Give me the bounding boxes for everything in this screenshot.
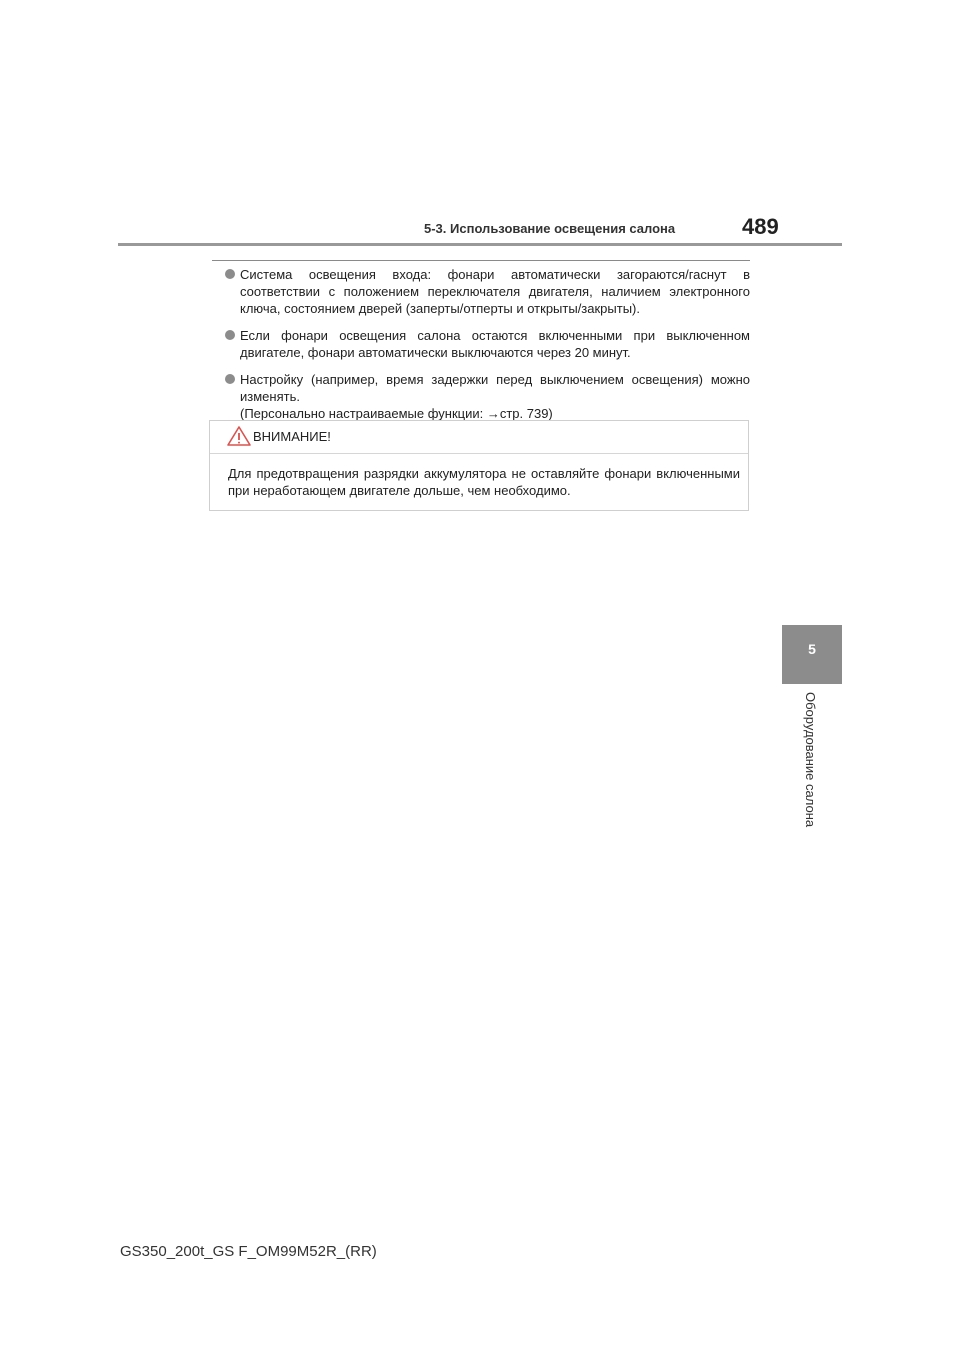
page-number: 489 (742, 214, 779, 239)
header-divider (118, 243, 842, 246)
bullet-text: Система освещения входа: фонари автоматически загораются/гаснут в соответствии с положением переключателя двигателя, наличием электронного ключа, состоянием дверей (заперты/отперты и открыты/закрыты). (240, 267, 750, 316)
warning-title: ВНИМАНИЕ! (253, 429, 331, 444)
bullet-item (224, 266, 750, 317)
page-reference: (Персонально настраиваемые функции: →стр. 739) (240, 406, 553, 421)
bullet-item (224, 371, 750, 422)
bullet-icon (225, 269, 235, 279)
footer-code: GS350_200t_GS F_OM99M52R_(RR) (120, 1243, 377, 1260)
section-title: 5-3. Использование освещения салона (424, 221, 676, 236)
warning-box (209, 420, 749, 511)
warning-triangle-icon (226, 425, 252, 447)
warning-text: Для предотвращения разрядки аккумулятора не оставляйте фонари включенными при неработающем двигателе дольше, чем необходимо. (228, 466, 740, 498)
bullet-text: Если фонари освещения салона остаются включенными при выключенном двигателе, фонари автоматически выключаются через 20 минут. (240, 328, 750, 360)
chapter-label: Оборудование салона (803, 692, 818, 828)
content-divider (212, 260, 750, 261)
warning-header (210, 421, 748, 454)
bullet-icon (225, 374, 235, 384)
content-body (224, 266, 750, 432)
bullet-item (224, 327, 750, 361)
chapter-number: 5 (808, 641, 816, 657)
bullet-text: Настройку (например, время задержки перед выключением освещения) можно изменять. (240, 372, 750, 404)
bullet-icon (225, 330, 235, 340)
chapter-tab (782, 625, 842, 684)
